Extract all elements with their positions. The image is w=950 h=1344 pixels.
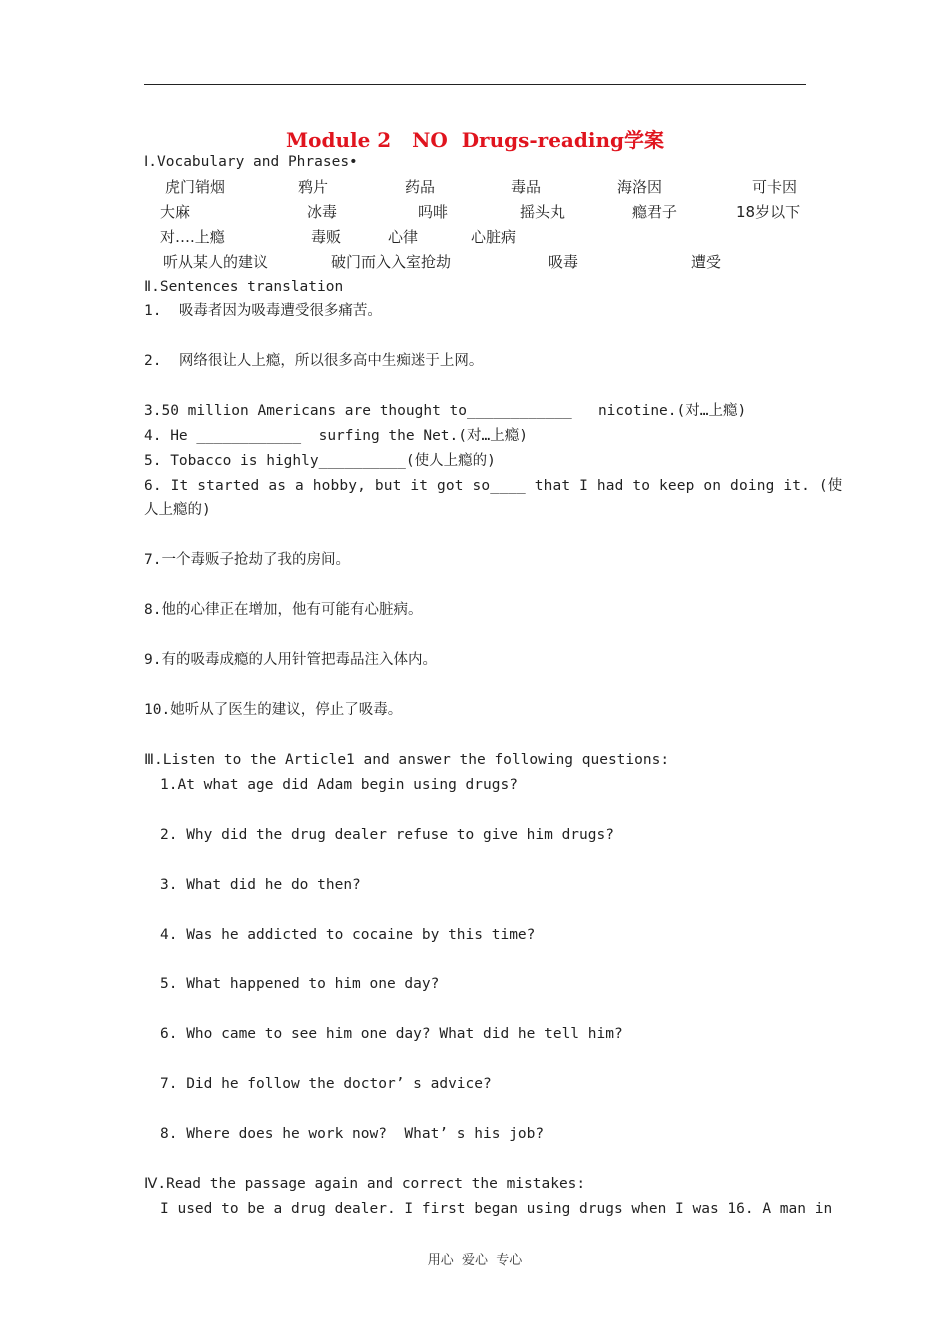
question-item: 1.At what age did Adam begin using drugs? (160, 777, 518, 793)
vocab-item: 听从某人的建议 (163, 253, 269, 271)
vocab-item: 心脏病 (471, 228, 517, 246)
vocab-item: 破门而入入室抢劫 (331, 253, 452, 271)
translation-item: 9.有的吸毒成瘾的人用针管把毒品注入体内。 (144, 652, 437, 668)
vocab-item: 大麻 (160, 203, 191, 221)
vocab-item: 对….上瘾 (160, 228, 225, 246)
vocab-item: 心律 (388, 228, 419, 246)
page-footer: 用心 爱心 专心 (427, 1253, 523, 1268)
page-title: Module 2 NO Drugs-reading学案 (285, 128, 665, 152)
question-item: 6. Who came to see him one day? What did he tell him? (160, 1026, 623, 1042)
translation-item: 8.他的心律正在增加，他有可能有心脏病。 (144, 602, 423, 618)
translation-item: 2. 网络很让人上瘾，所以很多高中生痴迷于上网。 (144, 353, 484, 369)
vocab-item: 可卡因 (752, 178, 798, 196)
vocab-item: 冰毒 (307, 203, 338, 221)
vocab-item: 毒品 (511, 178, 542, 196)
translation-item-continued: 人上瘾的) (144, 502, 211, 518)
translation-item: 10.她听从了医生的建议，停止了吸毒。 (144, 702, 403, 718)
question-item: 8. Where does he work now? What’ s his job? (160, 1126, 545, 1142)
header-rule (144, 84, 806, 85)
translation-item: 3.50 million Americans are thought to____________ nicotine.(对…上瘾) (144, 403, 747, 419)
vocab-item: 遭受 (691, 253, 722, 271)
vocab-item: 吸毒 (548, 253, 579, 271)
vocab-item: 摇头丸 (520, 203, 566, 221)
question-item: 7. Did he follow the doctor’ s advice? (160, 1076, 492, 1092)
vocab-item: 虎门销烟 (165, 178, 226, 196)
section4-heading: Ⅳ.Read the passage again and correct the mistakes: (144, 1176, 586, 1192)
vocab-item: 药品 (405, 178, 436, 196)
section3-heading: Ⅲ.Listen to the Article1 and answer the following questions: (144, 752, 670, 768)
question-item: 4. Was he addicted to cocaine by this time? (160, 927, 536, 943)
vocab-item: 18岁以下 (736, 203, 801, 221)
translation-item: 5. Tobacco is highly__________(使人上瘾的) (144, 453, 496, 469)
translation-item: 1. 吸毒者因为吸毒遭受很多痛苦。 (144, 303, 382, 319)
question-item: 2. Why did the drug dealer refuse to give him drugs? (160, 827, 614, 843)
vocab-item: 吗啡 (418, 203, 449, 221)
translation-item: 4. He ____________ surfing the Net.(对…上瘾) (144, 428, 528, 444)
question-item: 5. What happened to him one day? (160, 976, 440, 992)
vocab-item: 鸦片 (298, 178, 329, 196)
vocab-item: 瘾君子 (632, 203, 678, 221)
vocab-item: 毒贩 (311, 228, 342, 246)
translation-item: 6. It started as a hobby, but it got so____ that I had to keep on doing it. (使 (144, 478, 843, 494)
section1-heading: Ⅰ.Vocabulary and Phrases• (144, 154, 358, 170)
vocab-item: 海洛因 (617, 178, 663, 196)
section2-heading: Ⅱ.Sentences translation (144, 279, 344, 295)
passage-text: I used to be a drug dealer. I first began using drugs when I was 16. A man in (160, 1201, 833, 1217)
translation-item: 7.一个毒贩子抢劫了我的房间。 (144, 552, 350, 568)
question-item: 3. What did he do then? (160, 877, 361, 893)
